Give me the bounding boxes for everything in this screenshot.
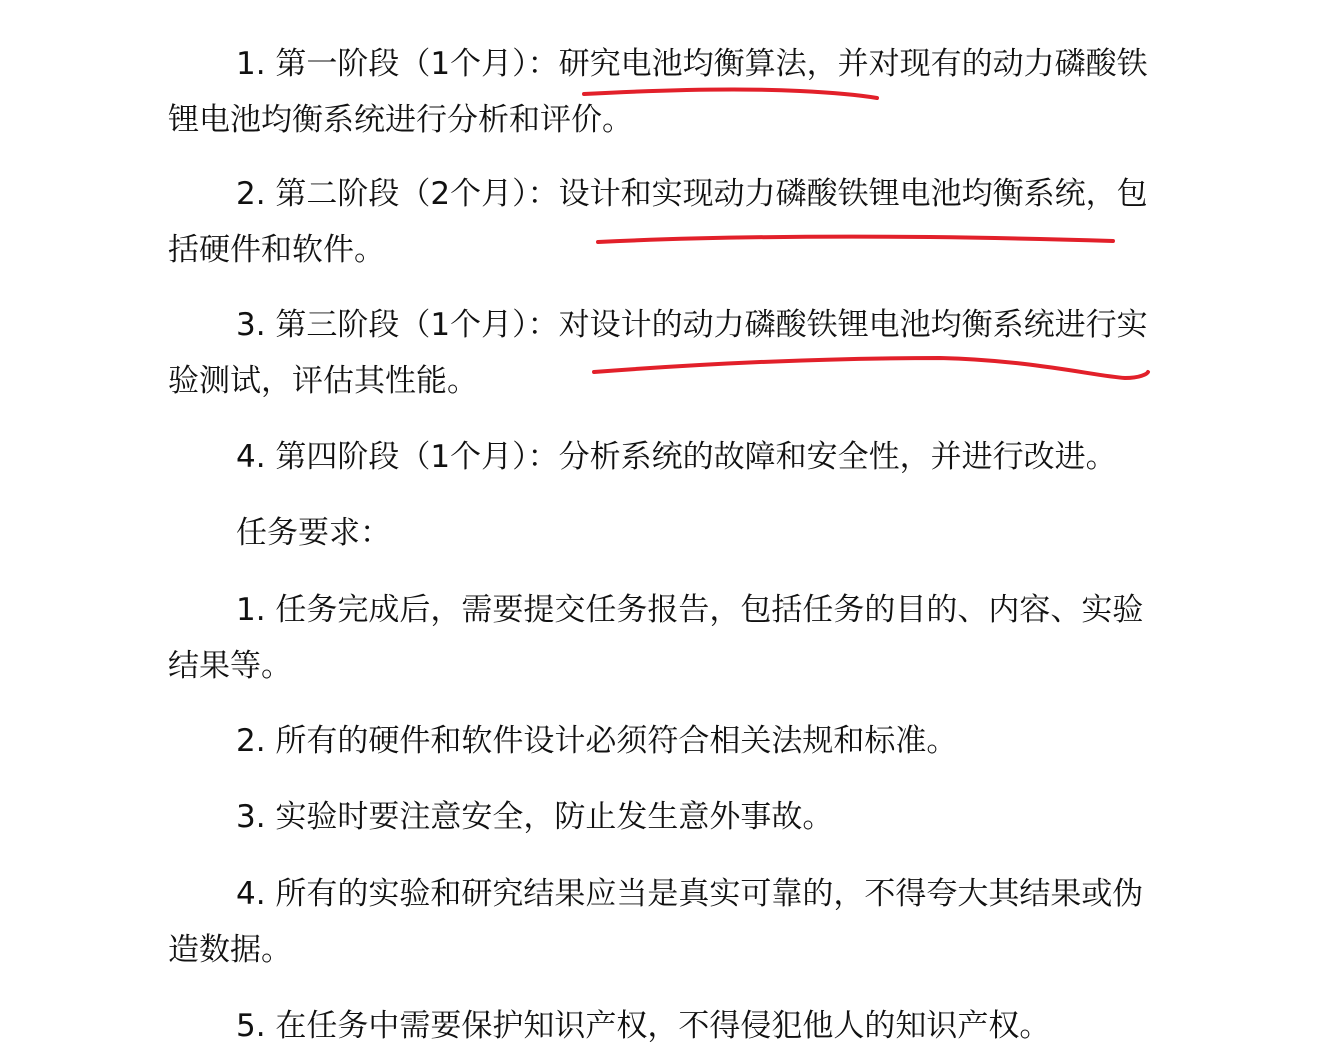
stage-3-paragraph: 3. 第三阶段（1个月）：对设计的动力磷酸铁锂电池均衡系统进行实验测试，评估其性能。 xyxy=(168,307,1148,399)
requirements-heading: 任务要求： xyxy=(236,515,391,551)
requirement-1-paragraph: 1. 任务完成后，需要提交任务报告，包括任务的目的、内容、实验结果等。 xyxy=(168,592,1144,684)
stage-2-paragraph: 2. 第二阶段（2个月）：设计和实现动力磷酸铁锂电池均衡系统，包括硬件和软件。 xyxy=(168,176,1148,268)
stage-4-paragraph: 4. 第四阶段（1个月）：分析系统的故障和安全性，并进行改进。 xyxy=(236,439,1117,475)
requirement-5-paragraph: 5. 在任务中需要保护知识产权，不得侵犯他人的知识产权。 xyxy=(236,1008,1051,1044)
requirement-4-paragraph: 4. 所有的实验和研究结果应当是真实可靠的，不得夸大其结果或伪造数据。 xyxy=(168,876,1144,968)
stage-1-paragraph: 1. 第一阶段（1个月）：研究电池均衡算法，并对现有的动力磷酸铁锂电池均衡系统进行分析和评价。 xyxy=(168,46,1148,138)
requirement-3-paragraph: 3. 实验时要注意安全，防止发生意外事故。 xyxy=(236,799,834,835)
requirement-2-paragraph: 2. 所有的硬件和软件设计必须符合相关法规和标准。 xyxy=(236,723,958,759)
